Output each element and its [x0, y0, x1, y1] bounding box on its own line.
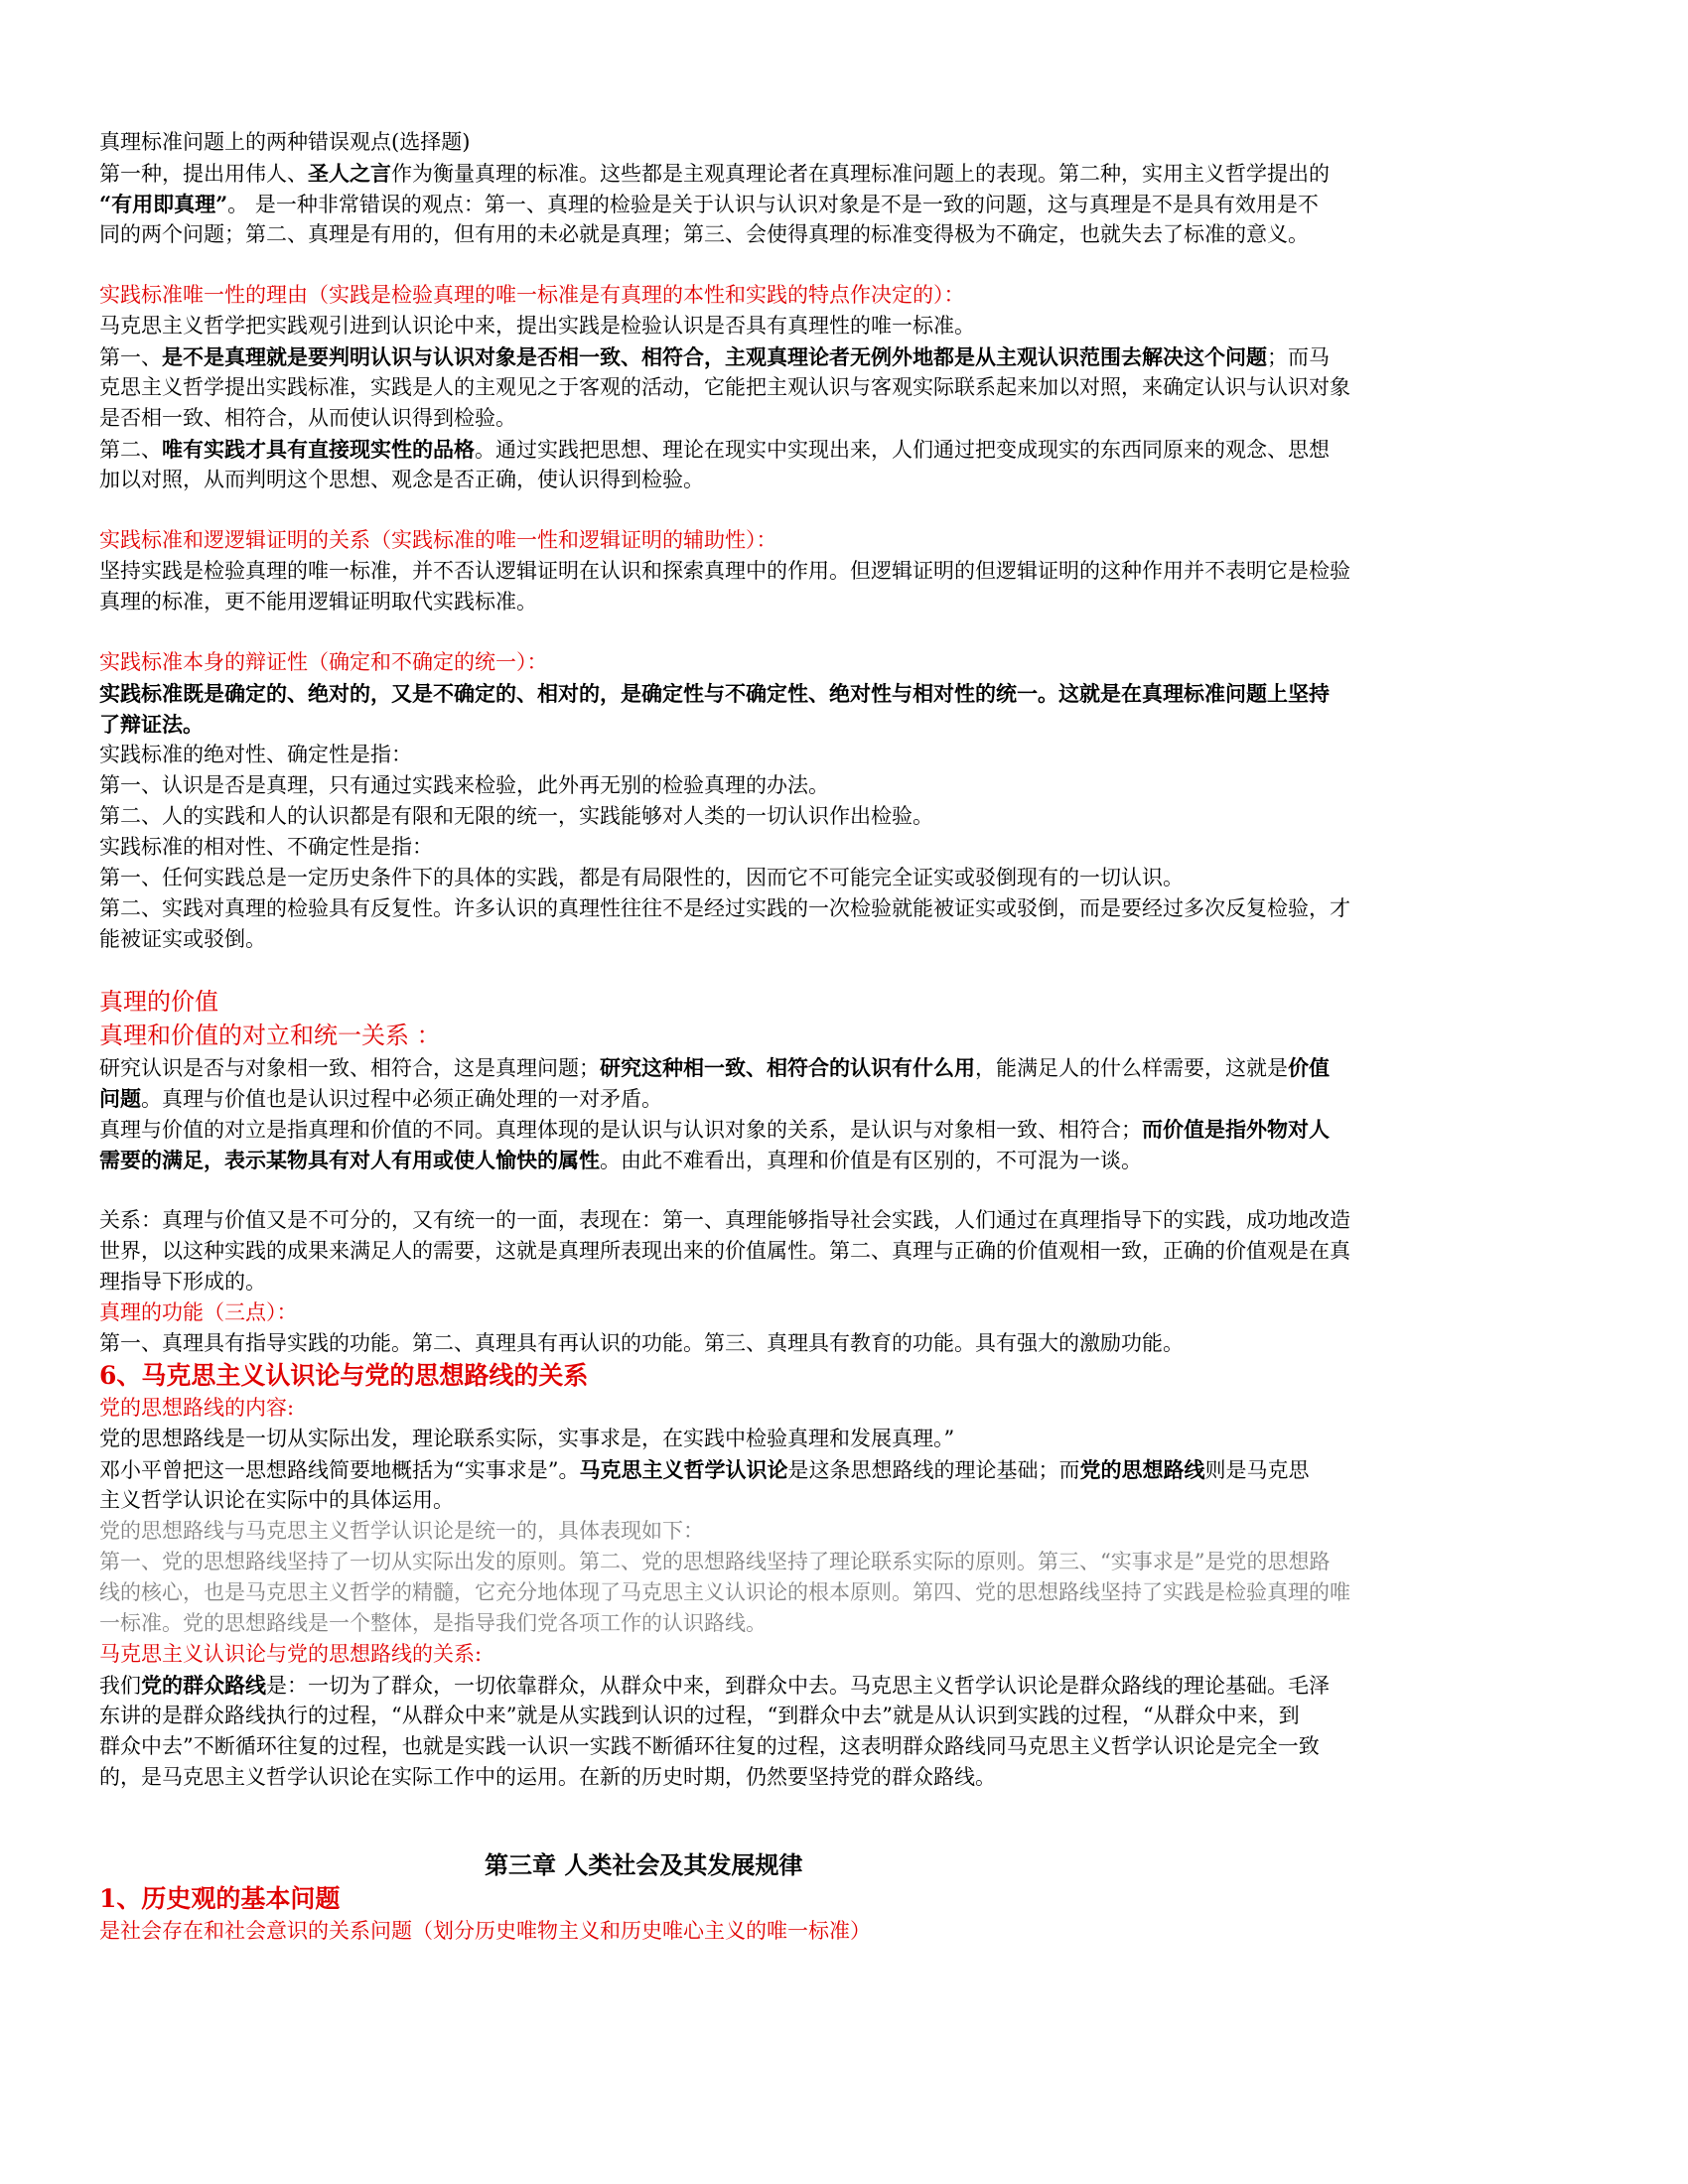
paragraph-line: 主义哲学认识论在实际中的具体运用。 — [99, 1488, 454, 1512]
paragraph-line: 克思主义哲学提出实践标准，实践是人的主观见之于客观的活动，它能把主观认识与客观实际联系起来加以对照，来确定认识与认识对象 — [99, 375, 1350, 399]
text-span: 作为衡量真理的标准。这些都是主观真理论者在真理标准问题上的表现。第二种，实用主义哲学提出的 — [391, 162, 1330, 186]
text-span: 真理与价值的对立是指真理和价值的不同。真理体现的是认识与认识对象的关系，是认识与对象相一致、相符合； — [99, 1118, 1142, 1142]
bold-text: 是不是真理就是要判明认识与认识对象是否相一致、相符合，主观真理论者无例外地都是从主观认识范围去解决这个问题 — [162, 344, 1267, 369]
text-span: 第一种，提出用伟人、 — [99, 162, 308, 186]
paragraph-line: 世界，以这种实践的成果来满足人的需要，这就是真理所表现出来的价值属性。第二、真理与正确的价值观相一致，正确的价值观是在真 — [99, 1239, 1350, 1263]
text-span: 。 是一种非常错误的观点：第一、真理的检验是关于认识与认识对象是不是一致的问题，这与真理是不是具有效用是不 — [227, 193, 1319, 216]
text-span: 是这条思想路线的理论基础；而 — [787, 1458, 1080, 1482]
paragraph-line — [99, 341, 1589, 372]
paragraph-line: 坚持实践是检验真理的唯一标准，并不否认逻辑证明在认识和探索真理中的作用。但逻辑证明的但逻辑证明的这种作用并不表明它是检验 — [99, 559, 1350, 583]
bold-text: 而价值是指外物对人 — [1142, 1117, 1330, 1142]
paragraph-line: 第一、真理具有指导实践的功能。第二、真理具有再认识的功能。第三、真理具有教育的功能。具有强大的激励功能。 — [99, 1331, 1184, 1355]
section-heading-truth-function: 真理的功能（三点）： — [99, 1300, 298, 1324]
paragraph-line: 东讲的是群众路线执行的过程，“从群众中来”就是从实践到认识的过程，“到群众中去”就是从认识到实践的过程，“从群众中来，到 — [99, 1704, 1300, 1727]
text-span: 我们 — [99, 1674, 141, 1698]
spacer — [99, 495, 1589, 525]
paragraph-line — [99, 1052, 1589, 1083]
bold-text: 需要的满足，表示某物具有对人有用或使人愉快的属性 — [99, 1148, 600, 1172]
paragraph-line: 实践标准的绝对性、确定性是指： — [99, 743, 412, 766]
section-heading-truth-value: 真理的价值 — [99, 988, 218, 1016]
text-span: ，能满足人的什么样需要，这就是 — [975, 1056, 1288, 1080]
paragraph-line: 第二、人的实践和人的认识都是有限和无限的统一，实践能够对人类的一切认识作出检验。 — [99, 804, 933, 828]
paragraph-line: 是否相一致、相符合，从而使认识得到检验。 — [99, 406, 516, 430]
text-span: ；而马 — [1267, 345, 1330, 369]
paragraph-line-bold: 实践标准既是确定的、绝对的，又是不确定的、相对的，是确定性与不确定性、绝对性与相对性的统一。这就是在真理标准问题上坚持 — [99, 681, 1330, 706]
bold-text: 马克思主义哲学认识论 — [579, 1457, 788, 1482]
paragraph-line-bold: 了辩证法。 — [99, 712, 204, 737]
section-heading-truth-errors: 真理标准问题上的两种错误观点(选择题) — [99, 130, 471, 154]
bold-text: 价值 — [1288, 1055, 1330, 1080]
paragraph-line — [99, 158, 1589, 189]
section-heading-history-view: 1、历史观的基本问题 — [99, 1884, 341, 1913]
section-heading-party-line: 6、马克思主义认识论与党的思想路线的关系 — [99, 1361, 589, 1390]
text-span: 。真理与价值也是认识过程中必须正确处理的一对矛盾。 — [141, 1087, 662, 1111]
paragraph-line — [99, 1454, 1589, 1485]
paragraph-line: 实践标准的相对性、不确定性是指： — [99, 835, 433, 859]
paragraph-line: 能被证实或驳倒。 — [99, 927, 266, 951]
bold-text: 问题 — [99, 1086, 141, 1111]
paragraph-line: 真理的标准，更不能用逻辑证明取代实践标准。 — [99, 590, 537, 614]
paragraph-line: 加以对照，从而判明这个思想、观念是否正确，使认识得到检验。 — [99, 468, 704, 491]
paragraph-line: 第二、实践对真理的检验具有反复性。许多认识的真理性往往不是经过实践的一次检验就能被证实或驳倒，而是要经过多次反复检验，才 — [99, 896, 1350, 920]
text-span: 则是马克思 — [1204, 1458, 1310, 1482]
section-heading-dialectics: 实践标准本身的辩证性（确定和不确定的统一）： — [99, 650, 548, 674]
paragraph-line: 党的思想路线是一切从实际出发，理论联系实际，实事求是，在实践中检验真理和发展真理。” — [99, 1427, 955, 1450]
spacer — [99, 1175, 1589, 1205]
paragraph-line — [99, 1083, 1589, 1114]
chapter-title: 第三章 人类社会及其发展规律 — [485, 1850, 803, 1879]
paragraph-line: 第一、任何实践总是一定历史条件下的具体的实践，都是有局限性的，因而它不可能完全证实或驳倒现有的一切认识。 — [99, 866, 1184, 889]
paragraph-line: 马克思主义哲学把实践观引进到认识论中来，提出实践是检验认识是否具有真理性的唯一标准。 — [99, 314, 975, 338]
section-heading-truth-value-relation: 真理和价值的对立和统一关系 ： — [99, 1022, 441, 1049]
document-page — [99, 127, 1589, 1947]
paragraph-line-gray: 一标准。党的思想路线是一个整体，是指导我们党各项工作的认识路线。 — [99, 1611, 767, 1635]
paragraph-line: 同的两个问题；第二、真理是有用的，但有用的未必就是真理；第三、会使得真理的标准变得极为不确定，也就失去了标准的意义。 — [99, 222, 1309, 246]
text-span: 邓小平曾把这一思想路线简要地概括为“实事求是”。 — [99, 1458, 580, 1482]
paragraph-line: 关系：真理与价值又是不可分的，又有统一的一面，表现在：第一、真理能够指导社会实践，人们通过在真理指导下的实践，成功地改造 — [99, 1208, 1350, 1232]
paragraph-line-gray: 第一、党的思想路线坚持了一切从实际出发的原则。第二、党的思想路线坚持了理论联系实际的原则。第三、“实事求是”是党的思想路 — [99, 1550, 1331, 1573]
spacer — [99, 617, 1589, 647]
bold-text: 研究这种相一致、相符合的认识有什么用 — [600, 1055, 975, 1080]
paragraph-line: 第一、认识是否是真理，只有通过实践来检验，此外再无别的检验真理的办法。 — [99, 773, 829, 797]
text-span: 第二、 — [99, 438, 162, 462]
paragraph-line-gray: 党的思想路线与马克思主义哲学认识论是统一的，具体表现如下： — [99, 1519, 704, 1543]
bold-text: 唯有实践才具有直接现实性的品格 — [162, 437, 475, 462]
spacer — [99, 250, 1589, 280]
paragraph-line-red: 是社会存在和社会意识的关系问题（划分历史唯物主义和历史唯心主义的唯一标准） — [99, 1919, 871, 1943]
section-heading-uniqueness: 实践标准唯一性的理由（实践是检验真理的唯一标准是有真理的本性和实践的特点作决定的）： — [99, 283, 965, 307]
bold-text: 党的群众路线 — [141, 1673, 266, 1698]
paragraph-line: 理指导下形成的。 — [99, 1270, 266, 1294]
spacer — [99, 1793, 1589, 1848]
paragraph-line — [99, 1145, 1589, 1175]
spacer — [99, 955, 1589, 985]
section-heading-logic-proof: 实践标准和逻逻辑证明的关系（实践标准的唯一性和逻辑证明的辅助性）： — [99, 528, 777, 552]
paragraph-line — [99, 1670, 1589, 1701]
bold-text: 党的思想路线 — [1079, 1457, 1205, 1482]
paragraph-line — [99, 1114, 1589, 1145]
text-span: 。通过实践把思想、理论在现实中实现出来，人们通过把变成现实的东西同原来的观念、思想 — [475, 438, 1330, 462]
paragraph-line: 的，是马克思主义哲学认识论在实际工作中的运用。在新的历史时期，仍然要坚持党的群众路线。 — [99, 1765, 996, 1789]
text-span: 是：一切为了群众，一切依靠群众，从群众中来，到群众中去。马克思主义哲学认识论是群众路线的理论基础。毛泽 — [266, 1674, 1330, 1698]
text-span: 。由此不难看出，真理和价值是有区别的，不可混为一谈。 — [600, 1149, 1142, 1172]
subheading-epistemology-party-line: 马克思主义认识论与党的思想路线的关系: — [99, 1642, 483, 1666]
bold-text: 圣人之言 — [308, 161, 391, 186]
paragraph-line-gray: 线的核心，也是马克思主义哲学的精髓，它充分地体现了马克思主义认识论的根本原则。第四、党的思想路线坚持了实践是检验真理的唯 — [99, 1580, 1350, 1604]
bold-text: “有用即真理” — [99, 192, 228, 216]
subheading-party-line-content: 党的思想路线的内容: — [99, 1396, 295, 1420]
paragraph-line: 群众中去”不断循环往复的过程，也就是实践一认识一实践不断循环往复的过程，这表明群众路线同马克思主义哲学认识论是完全一致 — [99, 1734, 1320, 1758]
text-span: 研究认识是否与对象相一致、相符合，这是真理问题； — [99, 1056, 600, 1080]
paragraph-line — [99, 189, 1589, 219]
paragraph-line — [99, 434, 1589, 465]
text-span: 第一、 — [99, 345, 162, 369]
